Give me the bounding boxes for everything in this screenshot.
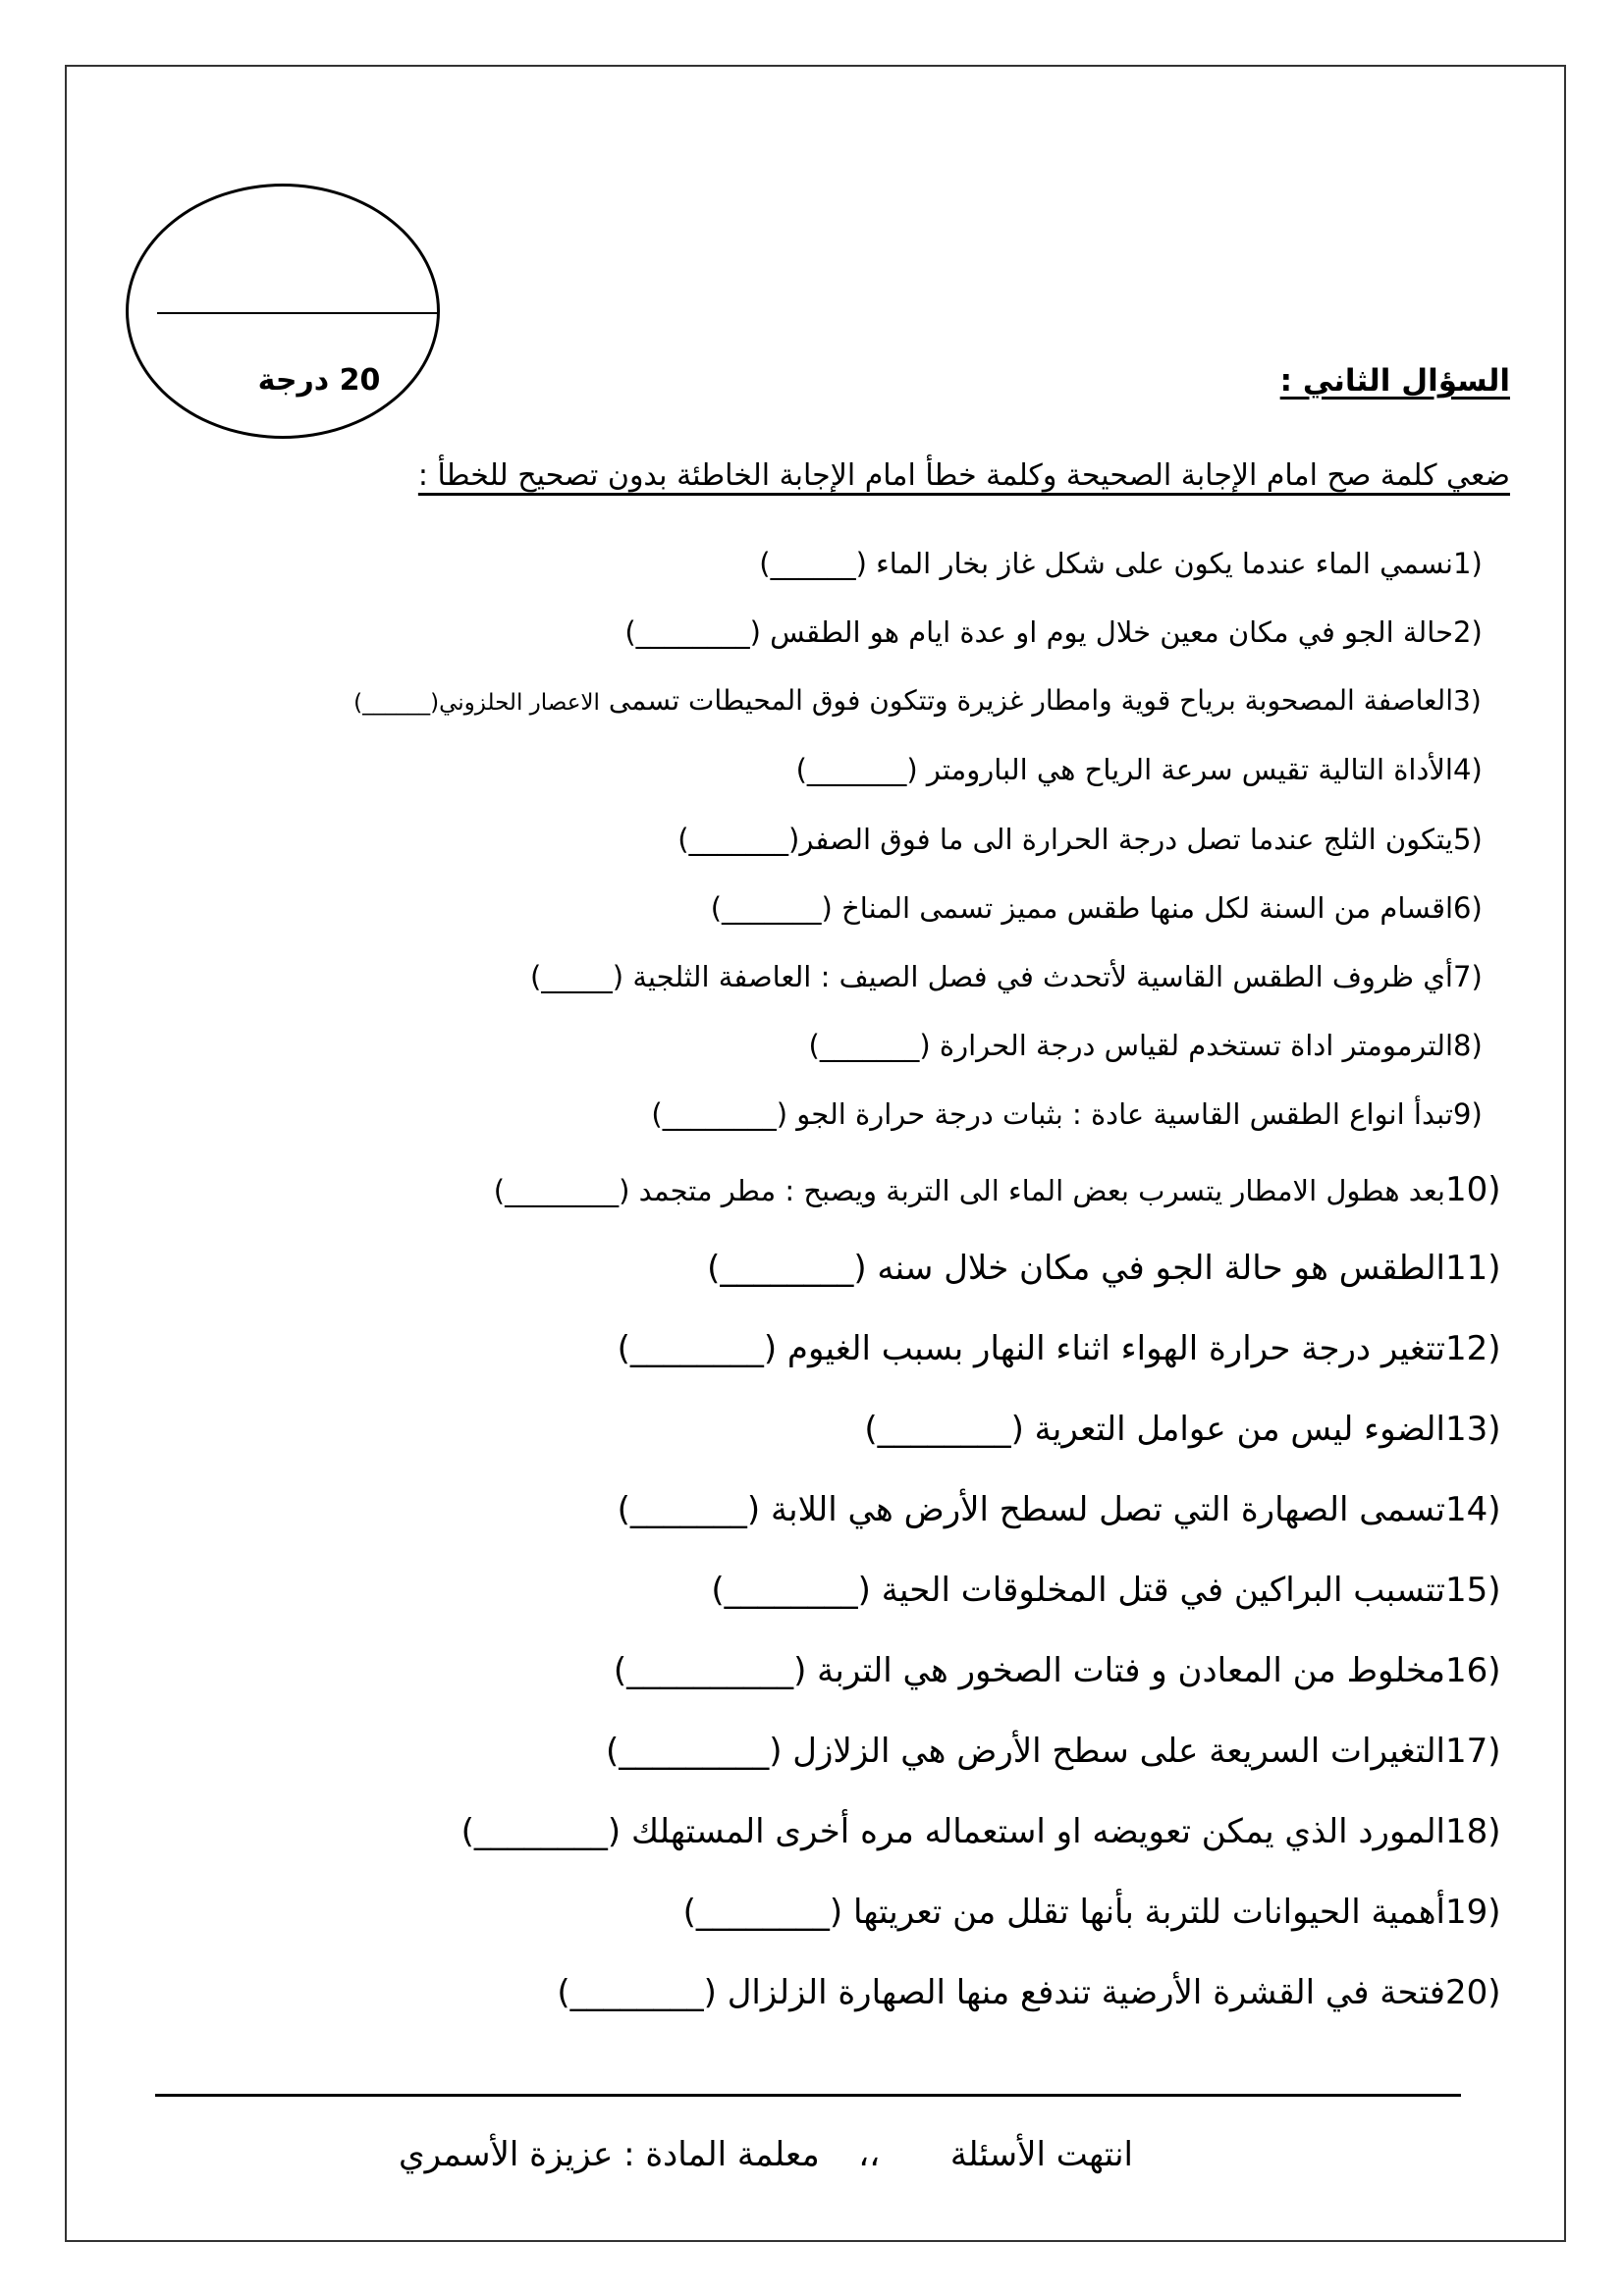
question-number: 18)	[1445, 1812, 1501, 1851]
question-text: يتكون الثلج عندما تصل درجة الحرارة الى ما فوق الصفر(_______)	[677, 823, 1453, 856]
footer-separator: ،،	[858, 2135, 881, 2174]
question-item	[494, 1170, 1510, 1209]
question-text: الطقس هو حالة الجو في مكان خلال سنه (________)	[707, 1249, 1445, 1288]
end-text: انتهت الأسئلة	[949, 2135, 1133, 2174]
question-item	[711, 1571, 1510, 1610]
question-item	[606, 1732, 1510, 1771]
question-item	[707, 1249, 1510, 1288]
question-text: مخلوط من المعادن و فتات الصخور هي التربة (__________)	[613, 1651, 1445, 1690]
question-text: نسمي الماء عندما يكون على شكل غاز بخار الماء (______)	[759, 547, 1453, 580]
question-number: 20)	[1445, 1973, 1501, 2012]
question-item	[618, 1329, 1510, 1368]
question-text: العاصفة المصحوبة برياح قوية وامطار غزيرة وتتكون فوق المحيطات تسمى	[599, 684, 1453, 717]
question-item	[353, 684, 1510, 717]
question-number: 4)	[1453, 753, 1483, 786]
question-number: 19)	[1445, 1893, 1501, 1932]
question-number: 17)	[1445, 1732, 1501, 1771]
question-item	[557, 1973, 1510, 2012]
instruction-text: ضعي كلمة صح امام الإجابة الصحيحة وكلمة خطأ امام الإجابة الخاطئة بدون تصحيح للخطأ :	[417, 458, 1510, 493]
question-item	[624, 615, 1510, 649]
score-label: 20 درجة	[257, 363, 381, 398]
question-item	[618, 1490, 1510, 1529]
question-item	[711, 891, 1510, 925]
question-number: 2)	[1453, 615, 1483, 649]
score-circle	[126, 184, 440, 439]
question-text: المورد الذي يمكن تعويضه او استعماله مره أخرى المستهلك (________)	[460, 1812, 1445, 1851]
question-number: 16)	[1445, 1651, 1501, 1690]
question-text: تسمى الصهارة التي تصل لسطح الأرض هي اللابة (_______)	[617, 1490, 1445, 1529]
question-item	[759, 547, 1510, 580]
question-number: 12)	[1445, 1329, 1501, 1368]
question-text: التغيرات السريعة على سطح الأرض هي الزلازل (_________)	[605, 1732, 1445, 1771]
question-text: تتسبب البراكين في قتل المخلوقات الحية (________)	[711, 1571, 1445, 1610]
question-item	[530, 960, 1510, 993]
question-item	[796, 753, 1510, 786]
score-line	[157, 312, 438, 314]
question-text: تبدأ انواع الطقس القاسية عادة : بثبات درجة حرارة الجو (________)	[651, 1097, 1453, 1131]
question-text-extra: الاعصار الحلزوني(______)	[353, 690, 600, 716]
question-number: 9)	[1453, 1097, 1483, 1131]
question-text: تتغير درجة حرارة الهواء اثناء النهار بسبب الغيوم (________)	[617, 1329, 1445, 1368]
question-number: 11)	[1445, 1249, 1501, 1288]
question-item	[651, 1097, 1510, 1131]
question-number: 1)	[1453, 547, 1483, 580]
question-number: 15)	[1445, 1571, 1501, 1610]
question-number: 13)	[1445, 1410, 1501, 1449]
footer-divider	[155, 2094, 1461, 2097]
question-number: 7)	[1453, 960, 1483, 993]
question-number: 3)	[1453, 684, 1482, 717]
question-text: أهمية الحيوانات للتربة بأنها تقلل من تعريتها (________)	[682, 1893, 1445, 1932]
footer	[373, 2135, 1159, 2174]
question-number: 10)	[1445, 1170, 1501, 1209]
question-number: 14)	[1445, 1490, 1501, 1529]
question-item	[809, 1029, 1510, 1062]
question-item	[864, 1410, 1510, 1449]
question-text: الأداة التالية تقيس سرعة الرياح هي البارومتر (_______)	[795, 753, 1453, 786]
question-text: اقسام من السنة لكل منها طقس مميز تسمى المناخ (_______)	[710, 891, 1453, 925]
question-item	[683, 1893, 1510, 1932]
question-number: 6)	[1453, 891, 1483, 925]
question-item	[461, 1812, 1510, 1851]
question-heading: السؤال الثاني :	[1279, 363, 1510, 399]
question-text: بعد هطول الامطار يتسرب بعض الماء الى التربة ويصبح : مطر متجمد (________)	[493, 1174, 1445, 1207]
question-item	[614, 1651, 1510, 1690]
question-text: الضوء ليس من عوامل التعرية (________)	[864, 1410, 1445, 1449]
question-text: أي ظروف الطقس القاسية لأتحدث في فصل الصيف : العاصفة الثلجية (_____)	[529, 960, 1453, 993]
question-item	[677, 823, 1510, 856]
question-text: حالة الجو في مكان معين خلال يوم او عدة ايام هو الطقس (________)	[624, 615, 1453, 649]
question-text: فتحة في القشرة الأرضية تندفع منها الصهارة الزلزال (________)	[557, 1973, 1445, 2012]
question-number: 8)	[1453, 1029, 1483, 1062]
question-number: 5)	[1453, 823, 1483, 856]
question-text: الترمومتر اداة تستخدم لقياس درجة الحرارة (_______)	[808, 1029, 1453, 1062]
teacher-name: معلمة المادة : عزيزة الأسمري	[399, 2135, 820, 2174]
